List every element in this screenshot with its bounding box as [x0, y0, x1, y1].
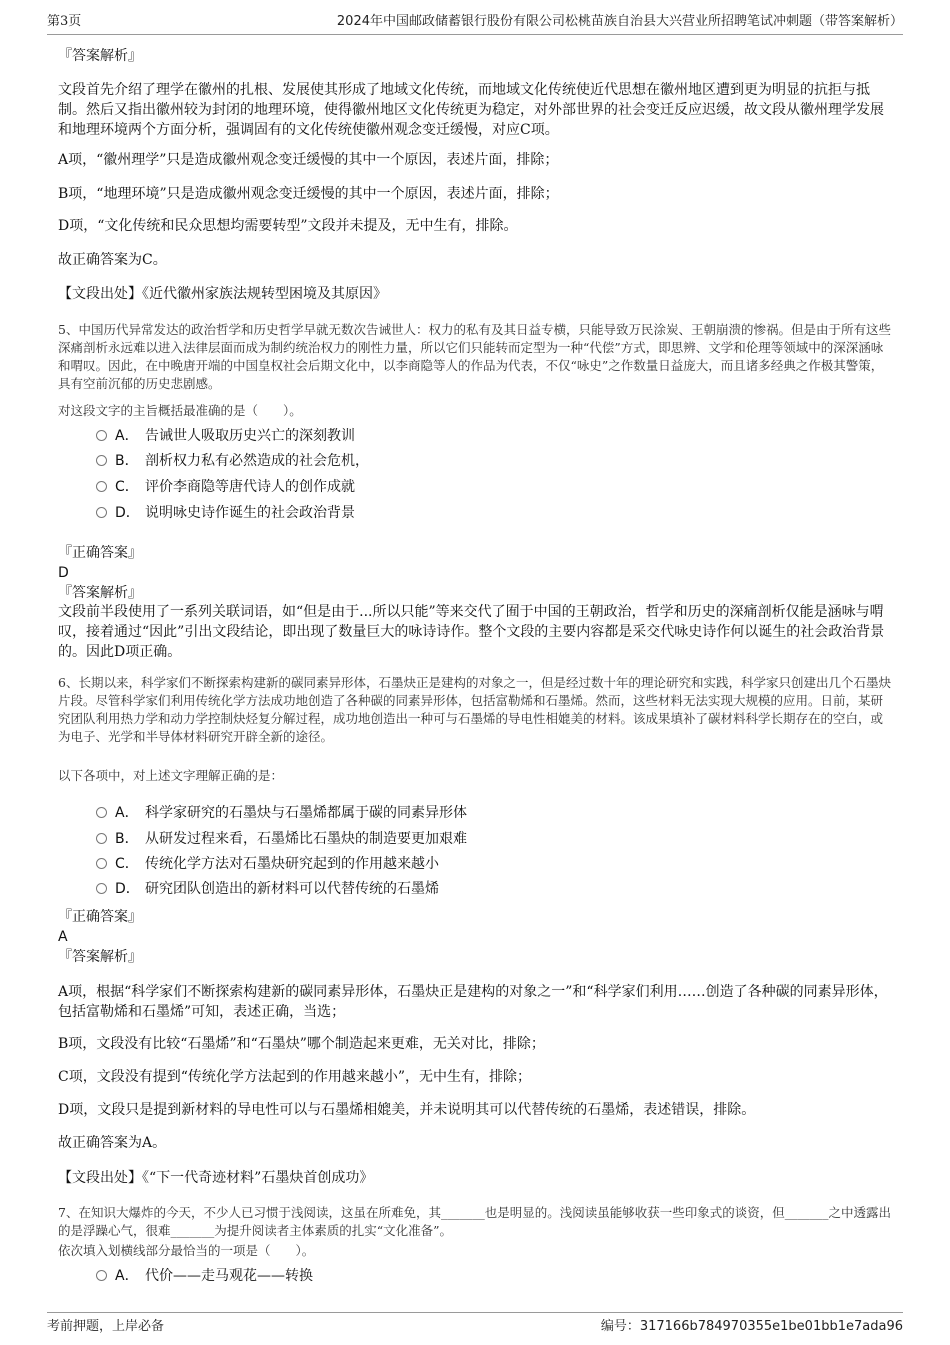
q6-answer-label: 『正确答案』 — [58, 909, 142, 925]
q4-option-b-note: B项，“地理环境”只是造成徽州观念变迁缓慢的其中一个原因，表述片面，排除； — [58, 186, 559, 202]
radio-icon[interactable] — [96, 481, 107, 492]
q5-analysis: 文段前半段使用了一系列关联词语，如“但是由于...所以只能”等来交代了囿于中国的王朝政治，哲学和历史的深痛剖析仅能是涵咏与喟叹，接着通过“因此”引出文段结论，即出现了数量巨大的咏诗诗作。整个文段的主要内容都是采交代咏史诗作何以诞生的社会政治背景的。因此D项正确。 — [58, 604, 885, 660]
radio-icon[interactable] — [96, 1270, 107, 1281]
document-title: 2024年中国邮政储蓄银行股份有限公司松桃苗族自治县大兴营业所招聘笔试冲刺题（带答案解析） — [336, 14, 903, 29]
page-header — [47, 12, 903, 35]
radio-icon[interactable] — [96, 883, 107, 894]
q7-stem: 7、在知识大爆炸的今天，不少人已习惯于浅阅读，这虽在所难免，其_______也是明显的。浅阅读虽能够收获一些印象式的谈资，但_______之中透露出的是浮躁心气，很难_______为提升阅读者主体素质的扎实“文化准备”。 — [58, 1205, 891, 1238]
radio-icon[interactable] — [96, 455, 107, 466]
q6-option-a[interactable]: A． 科学家研究的石墨炔与石墨烯都属于碳的同素异形体 — [96, 803, 467, 823]
q6-answer: A — [58, 929, 68, 945]
q5-answer: D — [58, 565, 69, 581]
q4-option-a-note: A项，“徽州理学”只是造成徽州观念变迁缓慢的其中一个原因，表述片面，排除； — [58, 152, 559, 168]
q6-option-c-note: C项，文段没有提到“传统化学方法起到的作用越来越小”，无中生有，排除； — [58, 1069, 532, 1085]
q5-prompt: 对这段文字的主旨概括最准确的是（ ）。 — [58, 403, 302, 418]
q4-analysis-label: 『答案解析』 — [58, 48, 142, 64]
q4-option-d-note: D项，“文化传统和民众思想均需要转型”文段并未提及，无中生有，排除。 — [58, 218, 518, 234]
q5-answer-label: 『正确答案』 — [58, 545, 142, 561]
q6-source: 【文段出处】《“下一代奇迹材料”石墨炔首创成功》 — [58, 1170, 374, 1186]
radio-icon[interactable] — [96, 430, 107, 441]
q6-option-b[interactable]: B． 从研发过程来看，石墨烯比石墨炔的制造要更加艰难 — [96, 829, 467, 849]
q6-option-b-note: B项，文段没有比较“石墨烯”和“石墨炔”哪个制造起来更难，无关对比，排除； — [58, 1036, 545, 1052]
q6-option-a-note: A项，根据“科学家们不断探索构建新的碳同素异形体，石墨炔正是建构的对象之一”和“科学家们利用……创造了各种碳的同素异形体，包括富勒烯和石墨烯”可知，表述正确，当选； — [58, 984, 888, 1020]
q4-analysis: 文段首先介绍了理学在徽州的扎根、发展使其形成了地域文化传统，而地域文化传统使近代思想在徽州地区遭到更为明显的抗拒与抵制。然后又指出徽州较为封闭的地理环境，使得徽州地区文化传统更为稳定，对外部世界的社会变迁反应迟缓，故文段从徽州理学发展和地理环境两个方面分析，强调固有的文化传统使徽州观念变迁缓慢，对应C项。 — [58, 82, 884, 138]
q6-option-c[interactable]: C． 传统化学方法对石墨炔研究起到的作用越来越小 — [96, 854, 439, 874]
q5-option-b[interactable]: B． 剖析权力私有必然造成的社会危机， — [96, 451, 369, 471]
radio-icon[interactable] — [96, 858, 107, 869]
q5-option-c[interactable]: C． 评价李商隐等唐代诗人的创作成就 — [96, 477, 355, 497]
radio-icon[interactable] — [96, 507, 107, 518]
q4-source: 【文段出处】《近代徽州家族法规转型困境及其原因》 — [58, 286, 387, 302]
footer-code: 编号：317166b784970355e1be01bb1e7ada96 — [600, 1319, 903, 1334]
radio-icon[interactable] — [96, 807, 107, 818]
q5-option-a[interactable]: A． 告诫世人吸取历史兴亡的深刻教训 — [96, 426, 355, 446]
q5-stem: 5、中国历代异常发达的政治哲学和历史哲学早就无数次告诫世人：权力的私有及其日益专横，只能导致万民涂炭、王朝崩溃的惨祸。但是由于所有这些深痛剖析永远难以进入法律层面而成为制约统治权力的刚性力量，所以它们只能转而定型为一种“代偿”方式，即思辨、文学和伦理等领域中的深深涵咏和喟叹。因此，在中晚唐开端的中国皇权社会后期文化中，以李商隐等人的作品为代表，不仅“咏史”之作数量日益庞大，而且诸多经典之作极其警策，具有空前沉郁的历史悲剧感。 — [58, 322, 891, 391]
q6-stem: 6、长期以来，科学家们不断探索构建新的碳同素异形体，石墨炔正是建构的对象之一，但是经过数十年的理论研究和实践，科学家只创建出几个石墨炔片段。尽管科学家们利用传统化学方法成功地创造了各种碳的同素异形体，包括富勒烯和石墨烯。然而，这些材料无法实现大规模的应用。日前，某研究团队利用热力学和动力学控制炔烃复分解过程，成功地创造出一种可与石墨烯的导电性相媲美的材料。该成果填补了碳材料科学长期存在的空白，或为电子、光学和半导体材料研究开辟全新的途径。 — [58, 675, 891, 744]
q5-option-d[interactable]: D． 说明咏史诗作诞生的社会政治背景 — [96, 503, 355, 523]
footer-slogan: 考前押题，上岸必备 — [47, 1319, 165, 1334]
q7-prompt: 依次填入划横线部分最恰当的一项是（ ）。 — [58, 1243, 315, 1258]
radio-icon[interactable] — [96, 833, 107, 844]
page-number: 第3页 — [47, 14, 82, 29]
q6-option-d[interactable]: D． 研究团队创造出的新材料可以代替传统的石墨烯 — [96, 879, 439, 899]
page-footer — [47, 1312, 903, 1335]
q6-option-d-note: D项，文段只是提到新材料的导电性可以与石墨烯相媲美，并未说明其可以代替传统的石墨烯，表述错误，排除。 — [58, 1102, 756, 1118]
q7-option-a[interactable]: A． 代价——走马观花——转换 — [96, 1266, 313, 1286]
q6-conclusion: 故正确答案为A。 — [58, 1135, 167, 1151]
q4-conclusion: 故正确答案为C。 — [58, 252, 167, 268]
q6-prompt: 以下各项中，对上述文字理解正确的是： — [58, 768, 284, 783]
q6-analysis-label: 『答案解析』 — [58, 949, 142, 965]
q5-analysis-label: 『答案解析』 — [58, 585, 142, 601]
